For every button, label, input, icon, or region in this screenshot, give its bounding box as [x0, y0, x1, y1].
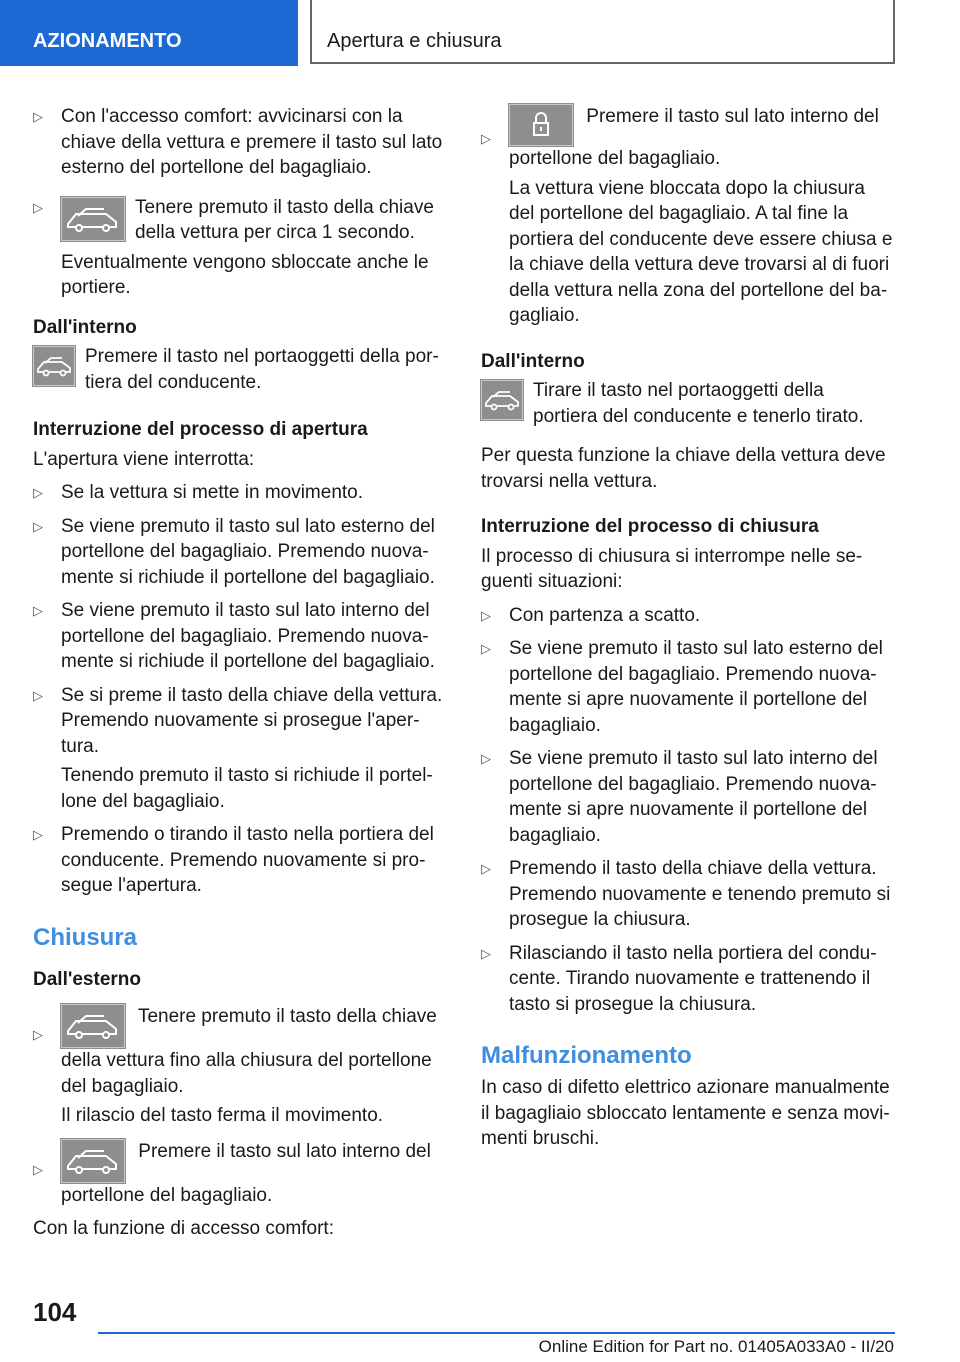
tailgate-car-icon	[61, 1004, 125, 1048]
list-item	[481, 856, 893, 933]
tailgate-car-icon	[33, 346, 75, 386]
subheading: Interruzione del processo di apertura	[33, 419, 368, 440]
list-item	[33, 514, 445, 591]
paragraph-text: Tirare il tasto nel portaoggetti della portiera del conducente e tenerlo tirato.	[533, 380, 864, 427]
bullet-text: Se viene premuto il tasto sul lato interno del portellone del bagagliaio. Premendo nuovamente si richiude il portellone del bagagliaio.	[61, 600, 435, 672]
paragraph-text: Premere il tasto nel portaoggetti della portiera del conducente.	[85, 346, 439, 393]
lock-icon	[509, 104, 573, 146]
bullet-icon: ▷	[481, 751, 491, 766]
paragraph: Per questa funzione la chiave della vettura deve trovarsi nella vettura.	[481, 445, 886, 492]
page-number: 104	[33, 1297, 77, 1327]
subheading: Interruzione del processo di chiusura	[481, 516, 819, 537]
paragraph: Con la funzione di accesso comfort:	[33, 1218, 334, 1239]
bullet-continuation: Tenendo premuto il tasto si richiude il portellone del bagagliaio.	[61, 765, 433, 812]
bullet-icon: ▷	[481, 607, 491, 623]
header-section: AZIONAMENTO	[0, 0, 298, 66]
edition-note: Online Edition for Part no. 01405A033A0 - II/20	[538, 1337, 894, 1356]
bullet-text: Se viene premuto il tasto sul lato interno del portellone del bagagliaio. Premendo nuovamente si apre nuovamente il portellone del bagagliaio.	[509, 748, 878, 846]
bullet-text: Se si preme il tasto della chiave della vettura. Premendo nuovamente si prosegue l'apertura.	[61, 684, 443, 757]
bullet-icon: ▷	[481, 131, 491, 146]
header-topic: Apertura e chiusura	[310, 0, 895, 64]
bullet-text: Premendo il tasto della chiave della vettura. Premendo nuovamente e tenendo premuto si prosegue la chiusura.	[509, 858, 891, 930]
bullet-icon: ▷	[33, 109, 43, 124]
list-item	[481, 746, 893, 848]
bullet-text: Rilasciando il tasto nella portiera del conducente. Tirando nuovamente e trattenendo il tasto si prosegue la chiusura.	[509, 942, 877, 1015]
list-item	[33, 480, 445, 506]
list-item	[481, 941, 893, 1018]
section-heading: Malfunzionamento	[481, 1042, 692, 1069]
paragraph	[481, 378, 893, 429]
page-header	[0, 0, 960, 66]
list-item	[33, 1139, 445, 1209]
bullet-text: Tenere premuto il tasto della chiave della vettura per circa 1 secondo.	[135, 196, 434, 243]
bullet-icon: ▷	[33, 518, 43, 534]
bullet-text: Premere il tasto sul lato interno del portellone del bagagliaio.	[61, 1140, 431, 1206]
bullet-icon: ▷	[33, 603, 43, 618]
bullet-icon: ▷	[33, 1027, 43, 1042]
list-item	[481, 603, 893, 629]
list-item	[33, 822, 445, 899]
list-item	[33, 195, 445, 301]
paragraph: Il processo di chiusura si interrompe nelle seguenti situazioni:	[481, 545, 863, 592]
bullet-icon: ▷	[481, 945, 491, 961]
subheading: Dall'interno	[33, 316, 137, 338]
bullet-icon: ▷	[481, 641, 491, 656]
bullet-icon: ▷	[481, 861, 491, 876]
right-column	[481, 104, 893, 1152]
tailgate-car-icon	[481, 380, 523, 420]
list-item	[33, 1004, 445, 1129]
left-column	[33, 104, 445, 1242]
bullet-icon: ▷	[33, 1161, 43, 1177]
list-item	[33, 104, 445, 181]
paragraph	[33, 344, 445, 395]
tailgate-car-icon	[61, 1139, 125, 1183]
bullet-continuation: Eventualmente vengono sbloccate anche le portiere.	[61, 251, 429, 298]
list-item	[481, 636, 893, 738]
list-item	[33, 598, 445, 675]
bullet-continuation: La vettura viene bloccata dopo la chiusura del portellone del bagagliaio. A tal fine la portiera del conducente deve essere chiusa e la chiave della vettura deve trovarsi al di fuori della vettura nella zona del portellone del bagagliaio.	[509, 177, 893, 326]
bullet-text: Se viene premuto il tasto sul lato esterno del portellone del bagagliaio. Premendo nuovamente si richiude il portellone del bagagliaio.	[61, 515, 435, 588]
list-item	[33, 683, 445, 815]
bullet-text: Premendo o tirando il tasto nella portiera del conducente. Premendo nuovamente si prosegue l'apertura.	[61, 824, 434, 896]
bullet-text: Con partenza a scatto.	[509, 604, 701, 626]
section-heading: Chiusura	[33, 923, 138, 951]
bullet-continuation: Il rilascio del tasto ferma il movimento.	[61, 1105, 384, 1126]
bullet-icon: ▷	[33, 199, 43, 215]
bullet-text: Con l'accesso comfort: avvicinarsi con la chiave della vettura e premere il tasto sul lato esterno del portellone del bagagliaio.	[61, 106, 443, 178]
list-item	[481, 104, 893, 329]
bullet-text: Se la vettura si mette in movimento.	[61, 482, 364, 503]
bullet-icon: ▷	[33, 687, 43, 703]
bullet-icon: ▷	[33, 827, 43, 842]
subheading: Dall'interno	[481, 350, 585, 372]
bullet-text: Tenere premuto il tasto della chiave della vettura fino alla chiusura del portellone del bagagliaio.	[61, 1006, 437, 1097]
paragraph: L'apertura viene interrotta:	[33, 448, 255, 470]
bullet-text: Se viene premuto il tasto sul lato esterno del portellone del bagagliaio. Premendo nuovamente si apre nuovamente il portellone del bagagliaio.	[509, 638, 883, 736]
tailgate-car-icon	[61, 197, 125, 241]
bullet-text: Premere il tasto sul lato interno del portellone del bagagliaio.	[509, 106, 879, 169]
paragraph: In caso di difetto elettrico azionare manualmente il bagagliaio sbloccato lentamente e senza movimenti bruschi.	[481, 1077, 890, 1149]
bullet-icon: ▷	[33, 485, 43, 500]
subheading: Dall'esterno	[33, 968, 141, 990]
